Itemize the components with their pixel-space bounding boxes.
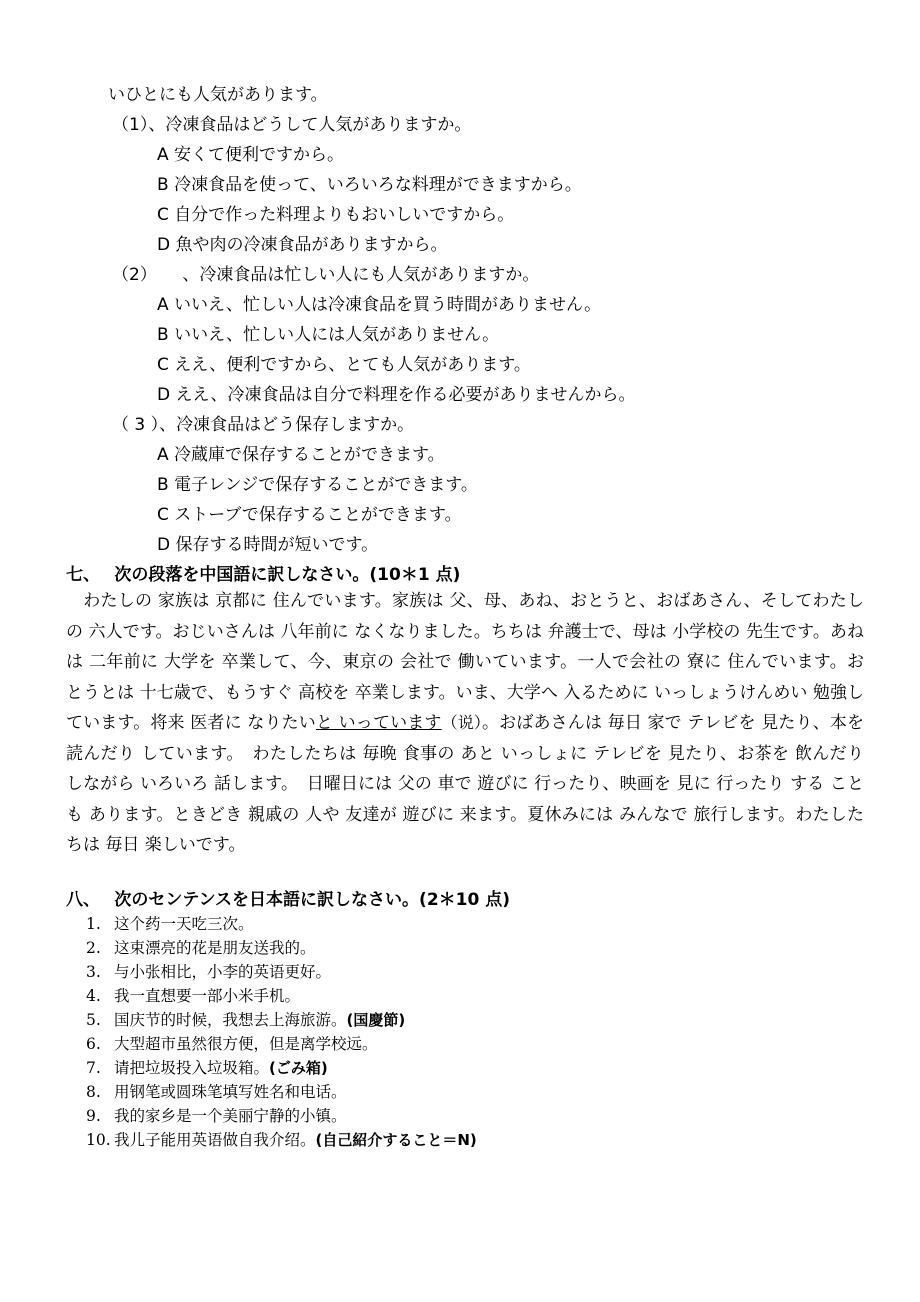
paragraph-underlined-phrase: と いっています — [315, 713, 442, 733]
sentence-note: (国慶節) — [346, 1011, 406, 1029]
paragraph-text-2: 。おばあさんは 毎日 家で テレビを 見たり、本を 読んだり しています。 わたしたちは 毎晩 食事の あと いっしょに テレビを 見たり、お茶を 飲んだり しながら いろいろ 話します。 日曜日には 父の 車で 遊びに 行ったり、映画を 見に 行ったり する ことも あります。ときどき 親戚の 人や 友達が 遊びに 来ます。夏休みには みんなで 旅行します。わたしたちは 毎日 楽しいです。 — [66, 713, 864, 855]
sentence-text: 这个药一天吃三次。 — [114, 915, 254, 933]
paragraph-note: （说） — [441, 713, 483, 732]
sentence-number: 6. — [86, 1035, 101, 1053]
sentence-text: 国庆节的时候，我想去上海旅游。 — [114, 1011, 347, 1029]
sentence-text: 我的家乡是一个美丽宁静的小镇。 — [114, 1107, 347, 1125]
sentence-text: 这束漂亮的花是朋友送我的。 — [114, 939, 316, 957]
q1-option-a: A 安くて便利ですから。 — [157, 145, 345, 165]
sentence-number: 2. — [86, 939, 101, 957]
sentence-item — [86, 986, 300, 1006]
intro-line: いひとにも人気があります。 — [108, 85, 328, 105]
question-2: （2） 、冷凍食品は忙しい人にも人気がありますか。 — [112, 265, 540, 285]
sentence-number: 7. — [86, 1059, 101, 1077]
q3-option-d: D 保存する時間が短いです。 — [157, 535, 379, 555]
q2-option-a: A いいえ、忙しい人は冷凍食品を買う時間がありません。 — [157, 295, 602, 315]
sentence-note: (ごみ箱) — [269, 1059, 328, 1077]
sentence-item — [86, 1010, 405, 1030]
sentence-item — [86, 1058, 328, 1078]
section-8-heading: 八、 次のセンテンスを日本語に訳しなさい。(2＊10 点) — [66, 890, 511, 910]
sentence-item — [86, 962, 331, 982]
sentence-number: 3. — [86, 963, 101, 981]
q3-option-b: B 電子レンジで保存することができます。 — [157, 475, 478, 495]
sentence-number: 10. — [86, 1131, 111, 1149]
q3-option-c: C ストーブで保存することができます。 — [157, 505, 462, 525]
sentence-item — [86, 914, 254, 934]
question-3: （ 3 ）、冷凍食品はどう保存しますか。 — [112, 415, 415, 435]
q3-option-a: A 冷蔵庫で保存することができます。 — [157, 445, 445, 465]
sentence-number: 5. — [86, 1011, 101, 1029]
q1-option-b: B 冷凍食品を使って、いろいろな料理ができますから。 — [157, 175, 582, 195]
q1-option-c: C 自分で作った料理よりもおいしいですから。 — [157, 205, 515, 225]
q1-option-d: D 魚や肉の冷凍食品がありますから。 — [157, 235, 448, 255]
sentence-item — [86, 938, 316, 958]
sentence-text: 大型超市虽然很方便，但是离学校远。 — [114, 1035, 378, 1053]
sentence-item — [86, 1082, 347, 1102]
paragraph-text-1: わたしの 家族は 京都に 住んでいます。家族は 父、母、あね、おとうと、おばあさん、そしてわたしの 六人です。おじいさんは 八年前に なくなりました。ちちは 弁護士で、母は 小学校の 先生です。あねは 二年前に 大学を 卒業して、今、東京の 会社で 働いています。一人で会社の 寮に 住んでいます。おとうとは 十七歳で、もうすぐ 高校を 卒業します。いま、大学へ 入るために いっしょうけんめい 勉強しています。将来 医者に なりたい — [66, 591, 864, 733]
q2-option-d: D ええ、冷凍食品は自分で料理を作る必要がありませんから。 — [157, 385, 636, 405]
sentence-item — [86, 1106, 347, 1126]
sentence-number: 1. — [86, 915, 101, 933]
q2-option-c: C ええ、便利ですから、とても人気があります。 — [157, 355, 531, 375]
q2-option-b: B いいえ、忙しい人には人気がありません。 — [157, 325, 500, 345]
section-7-paragraph — [66, 586, 864, 861]
sentence-item — [86, 1034, 378, 1054]
sentence-text: 与小张相比，小李的英语更好。 — [114, 963, 332, 981]
question-1: （1）、冷凍食品はどうして人気がありますか。 — [112, 115, 472, 135]
sentence-text: 我儿子能用英语做自我介绍。 — [114, 1131, 316, 1149]
sentence-number: 4. — [86, 987, 101, 1005]
sentence-item — [86, 1130, 477, 1150]
sentence-text: 我一直想要一部小米手机。 — [114, 987, 301, 1005]
sentence-number: 8. — [86, 1083, 101, 1101]
sentence-text: 请把垃圾投入垃圾箱。 — [114, 1059, 270, 1077]
section-7-heading: 七、 次の段落を中国語に訳しなさい。(10＊1 点) — [66, 565, 461, 585]
sentence-number: 9. — [86, 1107, 101, 1125]
sentence-text: 用钢笔或圆珠笔填写姓名和电话。 — [114, 1083, 347, 1101]
sentence-note: (自己紹介すること＝N) — [315, 1131, 477, 1149]
